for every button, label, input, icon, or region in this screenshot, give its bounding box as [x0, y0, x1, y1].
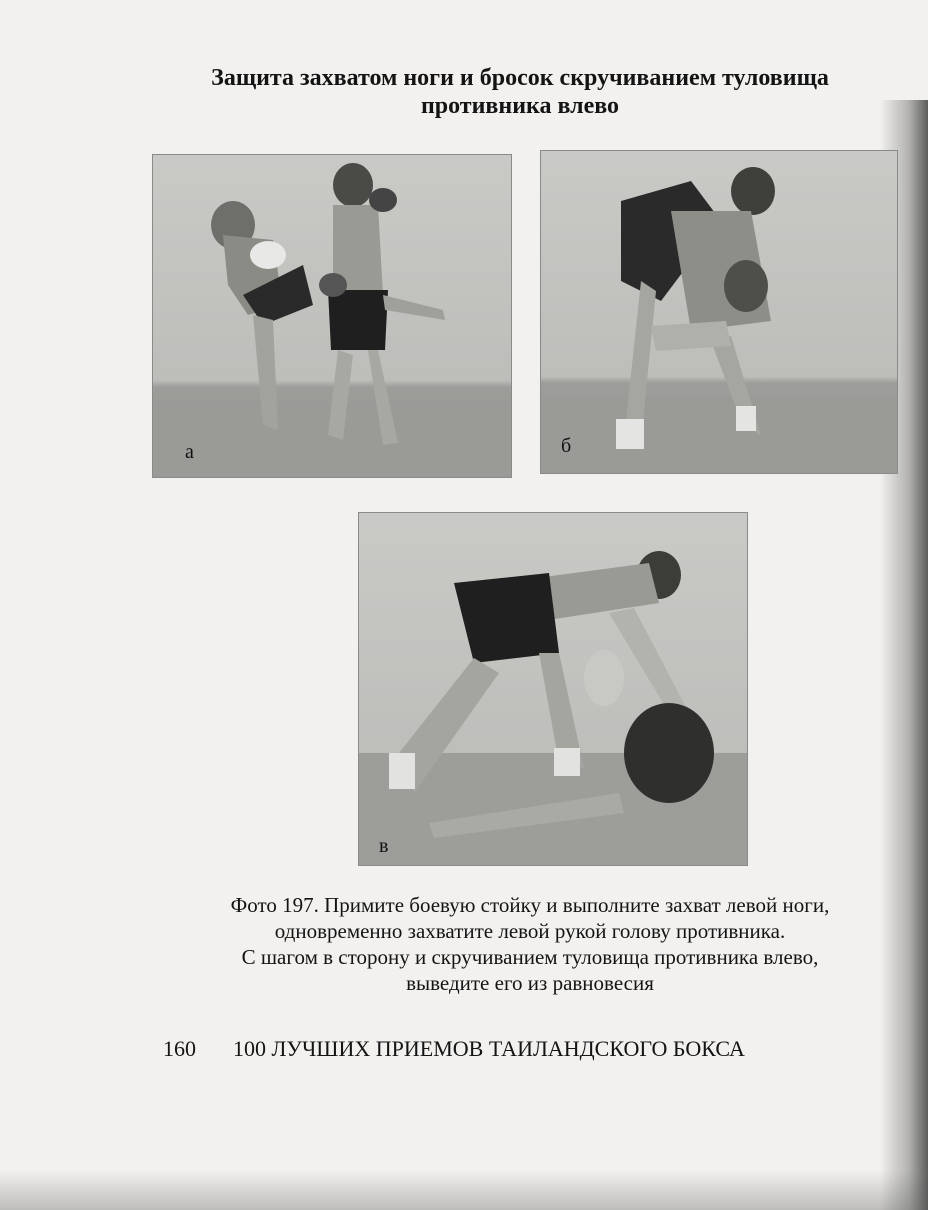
photo-caption	[150, 892, 910, 996]
caption-line-1: Фото 197. Примите боевую стойку и выполните захват левой ноги,	[230, 893, 830, 917]
photo-a-label: а	[185, 441, 194, 463]
photo-a	[152, 154, 512, 478]
photo-b-label: б	[561, 435, 572, 457]
title-line-2: противника влево	[420, 93, 620, 119]
caption-line-3: С шагом в сторону и скручиванием туловища противника влево,	[241, 945, 819, 969]
photo-a-figures	[153, 155, 511, 477]
title-line-1: Защита захватом ноги и бросок скручиванием туловища	[211, 65, 829, 91]
page-bottom-fold	[0, 1170, 928, 1210]
page-title	[140, 64, 900, 120]
book-title: 100 ЛУЧШИХ ПРИЕМОВ ТАИЛАНДСКОГО БОКСА	[233, 1036, 745, 1061]
photo-c-label: в	[379, 835, 389, 857]
photo-b-figures	[541, 151, 897, 473]
page-footer	[163, 1036, 745, 1062]
caption-line-2: одновременно захватите левой рукой голову противника.	[274, 919, 786, 943]
page-number: 160	[163, 1036, 196, 1061]
photo-b	[540, 150, 898, 474]
photo-c	[358, 512, 748, 866]
caption-line-4: выведите его из равновесия	[406, 971, 654, 995]
photo-c-figures	[359, 513, 747, 865]
